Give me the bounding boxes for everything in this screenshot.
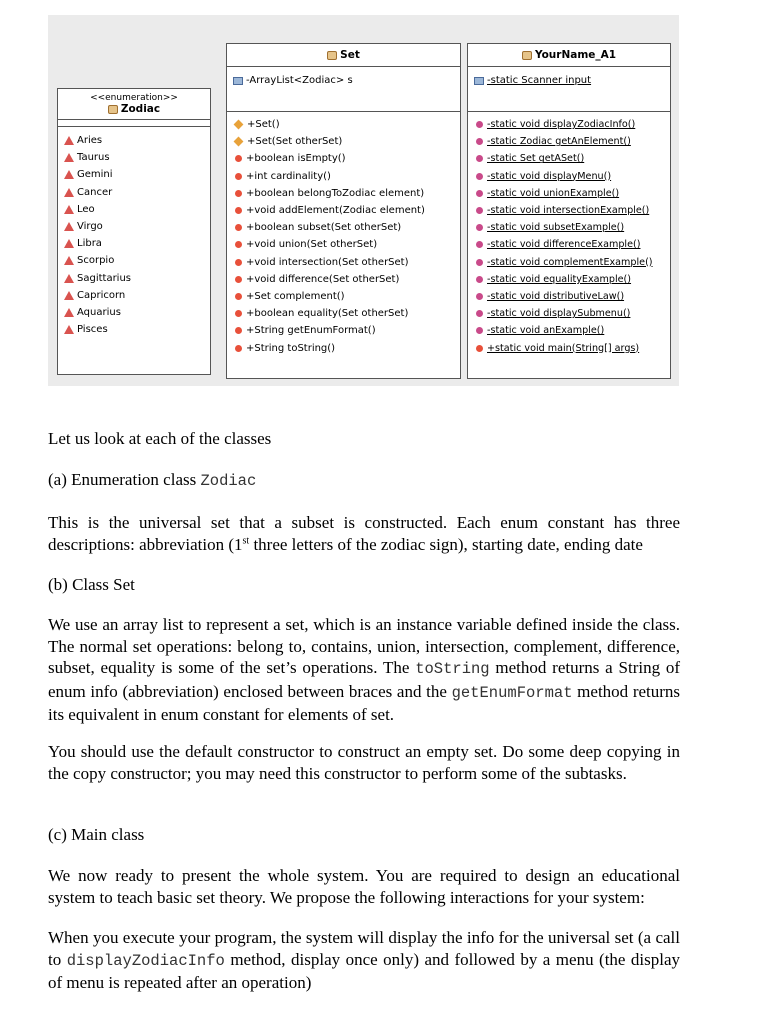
method-icon [235, 241, 242, 248]
enum-constant-text: Virgo [77, 221, 103, 233]
enum-constant-text: Leo [77, 203, 95, 215]
main-method-row [474, 254, 664, 271]
main-method-text: -static void complementExample() [487, 256, 653, 268]
enum-constant-text: Capricorn [77, 289, 126, 301]
enum-constant-icon [64, 274, 74, 283]
main-method-row [474, 236, 664, 253]
enum-constant-text: Aries [77, 135, 103, 147]
enum-constant-text: Gemini [77, 169, 113, 181]
method-icon [235, 293, 242, 300]
main-method-text: -static void anExample() [487, 325, 605, 337]
main-method-text: -static void subsetExample() [487, 222, 625, 234]
main-method-text: -static void displaySubmenu() [487, 308, 631, 320]
section-c-heading [48, 824, 680, 846]
static-method-icon [476, 190, 483, 197]
set-method-text: +String toString() [246, 342, 336, 354]
enum-constant-row [64, 270, 204, 287]
field-icon [233, 77, 243, 85]
b-para-code-1: toString [415, 660, 490, 678]
b-para-text-2: method returns a String of enum info (abbreviation) enclosed between braces and the [48, 658, 681, 701]
method-icon [235, 276, 242, 283]
set-method-text: +void difference(Set otherSet) [246, 273, 400, 285]
set-method-row [233, 288, 454, 305]
enum-constant-icon [64, 308, 74, 317]
enum-constant-text: Scorpio [77, 255, 115, 267]
set-method-row [233, 150, 454, 167]
set-method-row [233, 116, 454, 133]
c-heading-text: (c) Main class [48, 825, 145, 844]
enum-empty-section [58, 120, 210, 127]
method-icon [235, 259, 242, 266]
main-method-row [474, 305, 664, 322]
set-method-text: +boolean belongToZodiac element) [246, 187, 425, 199]
method-icon [235, 155, 242, 162]
method-icon [235, 327, 242, 334]
main-method-text: -static void displayZodiacInfo() [487, 119, 636, 131]
enum-constant-icon [64, 205, 74, 214]
main-method-text: -static void distributiveLaw() [487, 290, 625, 302]
main-method-text: -static void equalityExample() [487, 273, 632, 285]
method-icon [235, 173, 242, 180]
static-method-icon [476, 241, 483, 248]
constructor-icon [234, 120, 244, 130]
a-para-text-2: three letters of the zodiac sign), starting date, ending date [249, 534, 643, 554]
set-method-text: +boolean equality(Set otherSet) [246, 308, 409, 320]
b-para-text-4: You should use the default constructor to construct an empty set. Do some deep copying in the copy constructor; you may need this constructor to perform some of the subtasks. [48, 742, 680, 783]
main-method-row [474, 288, 664, 305]
set-method-row [233, 236, 454, 253]
set-method-text: +String getEnumFormat() [246, 325, 376, 337]
c-para-code: displayZodiacInfo [66, 951, 225, 970]
main-field: -static Scanner input [487, 75, 592, 87]
set-method-text: +void addElement(Zodiac element) [246, 205, 425, 217]
set-method-text: +Set(Set otherSet) [247, 136, 343, 148]
enum-constant-row [64, 304, 204, 321]
enum-constant-icon [64, 136, 74, 145]
section-a-heading [48, 469, 680, 493]
static-method-icon [476, 138, 483, 145]
enum-constant-icon [64, 256, 74, 265]
enum-constant-row [64, 287, 204, 304]
set-method-row [233, 339, 454, 356]
set-method-text: +void union(Set otherSet) [246, 239, 378, 251]
class-icon [327, 51, 337, 60]
b-para-code-2: getEnumFormat [451, 683, 573, 702]
main-method-text: -static void intersectionExample() [487, 205, 650, 217]
static-method-icon [476, 327, 483, 334]
enum-constant-icon [64, 239, 74, 248]
enum-constant-text: Taurus [77, 152, 110, 164]
set-class-name: Set [340, 49, 360, 61]
b-heading-text: (b) Class Set [48, 575, 135, 594]
c-para-text-2b: method, display once only) and followed by a menu (the display of menu is repeated after an operation) [48, 949, 681, 992]
static-method-icon [476, 259, 483, 266]
section-b-paragraph-1 [48, 614, 680, 726]
enum-constant-row [64, 252, 204, 269]
c-para-text-1: We now ready to present the whole system. You are required to design an educational system to teach basic set theory. We propose the following interactions for your system: [48, 866, 680, 907]
set-method-text: +void intersection(Set otherSet) [246, 256, 409, 268]
class-icon [522, 51, 532, 60]
class-icon [108, 105, 118, 114]
intro-text: Let us look at each of the classes [48, 429, 272, 448]
enum-constant-row [64, 184, 204, 201]
main-method-row [474, 150, 664, 167]
enum-constant-row [64, 235, 204, 252]
set-class-box [226, 43, 461, 379]
enum-constant-icon [64, 170, 74, 179]
main-method-row [474, 185, 664, 202]
main-method-text: -static void unionExample() [487, 187, 620, 199]
enum-constant-icon [64, 291, 74, 300]
set-method-row [233, 202, 454, 219]
a-para-text-1: This is the universal set that a subset is constructed. Each enum constant has three descriptions: abbreviation (1 [48, 513, 680, 554]
static-method-icon [476, 224, 483, 231]
static-method-icon [476, 121, 483, 128]
enum-constant-text: Aquarius [77, 306, 121, 318]
main-method-text: -static void displayMenu() [487, 170, 612, 182]
set-method-row [233, 185, 454, 202]
main-method-text: -static void differenceExample() [487, 239, 641, 251]
main-class-box [467, 43, 671, 379]
set-method-row [233, 271, 454, 288]
enum-zodiac-box [57, 88, 211, 375]
constructor-icon [234, 137, 244, 147]
main-method-row [474, 116, 664, 133]
method-icon [235, 345, 242, 352]
enum-constant-text: Pisces [77, 324, 108, 336]
static-method-icon [476, 293, 483, 300]
section-b-paragraph-2 [48, 741, 680, 784]
method-icon [235, 207, 242, 214]
main-method-text: -static Zodiac getAnElement() [487, 136, 631, 148]
set-method-row [233, 322, 454, 339]
main-method-row [474, 168, 664, 185]
main-method-row [474, 322, 664, 339]
static-method-icon [476, 155, 483, 162]
a-heading-code: Zodiac [200, 472, 257, 490]
main-class-header [468, 44, 670, 67]
section-b-heading [48, 574, 680, 596]
set-method-row [233, 219, 454, 236]
set-method-text: +Set() [247, 119, 280, 131]
main-method-text: +static void main(String[] args) [487, 342, 640, 354]
enum-constant-row [64, 132, 204, 149]
b-para-text-3: method returns its equivalent in enum constant for elements of set. [48, 681, 681, 724]
c-para-text-2a: When you execute your program, the system will display the info for the universal set (a call to [48, 928, 680, 969]
main-method-row [474, 271, 664, 288]
set-fields [227, 67, 460, 112]
section-c-paragraph-1 [48, 865, 680, 908]
a-heading-text: (a) Enumeration class [48, 470, 197, 489]
enum-constant-icon [64, 153, 74, 162]
static-method-icon [476, 276, 483, 283]
static-method-icon [476, 173, 483, 180]
main-method-row [474, 202, 664, 219]
set-methods [227, 112, 460, 362]
set-method-text: +boolean isEmpty() [246, 153, 346, 165]
enum-constant-row [64, 321, 204, 338]
set-method-text: +boolean subset(Set otherSet) [246, 222, 402, 234]
main-method-row [474, 133, 664, 150]
enum-constant-row [64, 149, 204, 166]
main-methods [468, 112, 670, 362]
enum-name: Zodiac [120, 103, 161, 115]
main-method-row [474, 339, 664, 356]
method-icon [235, 224, 242, 231]
set-method-row [233, 254, 454, 271]
set-method-text: +Set complement() [246, 290, 345, 302]
enum-constant-row [64, 201, 204, 218]
enum-constant-icon [64, 325, 74, 334]
set-method-row [233, 168, 454, 185]
static-method-icon [476, 207, 483, 214]
main-method-row [474, 219, 664, 236]
method-icon [235, 310, 242, 317]
b-para-text-1: We use an array list to represent a set, which is an instance variable defined inside the class. The normal set operations: belong to, contains, union, intersection, complement, difference, subset, equality is some of the set’s operations. The [48, 615, 680, 677]
main-class-name: YourName_A1 [534, 49, 617, 61]
enum-constants [58, 127, 210, 343]
static-method-icon [476, 310, 483, 317]
set-method-row [233, 133, 454, 150]
enum-header [58, 89, 210, 120]
section-a-paragraph [48, 512, 680, 555]
enum-constant-row [64, 166, 204, 183]
set-class-header [227, 44, 460, 67]
method-icon [476, 345, 483, 352]
field-icon [474, 77, 484, 85]
set-method-text: +int cardinality() [246, 170, 331, 182]
enum-constant-text: Libra [77, 238, 102, 250]
set-method-row [233, 305, 454, 322]
enum-constant-icon [64, 222, 74, 231]
enum-constant-text: Cancer [77, 186, 113, 198]
intro-paragraph [48, 428, 680, 450]
main-fields [468, 67, 670, 112]
a-para-superscript: st [242, 534, 250, 546]
enum-stereotype: <<enumeration>> [90, 93, 178, 103]
method-icon [235, 190, 242, 197]
main-method-text: -static Set getASet() [487, 153, 585, 165]
enum-constant-text: Sagittarius [77, 272, 132, 284]
set-field: -ArrayList<Zodiac> s [246, 75, 353, 87]
enum-constant-icon [64, 188, 74, 197]
enum-constant-row [64, 218, 204, 235]
section-c-paragraph-2 [48, 927, 680, 994]
